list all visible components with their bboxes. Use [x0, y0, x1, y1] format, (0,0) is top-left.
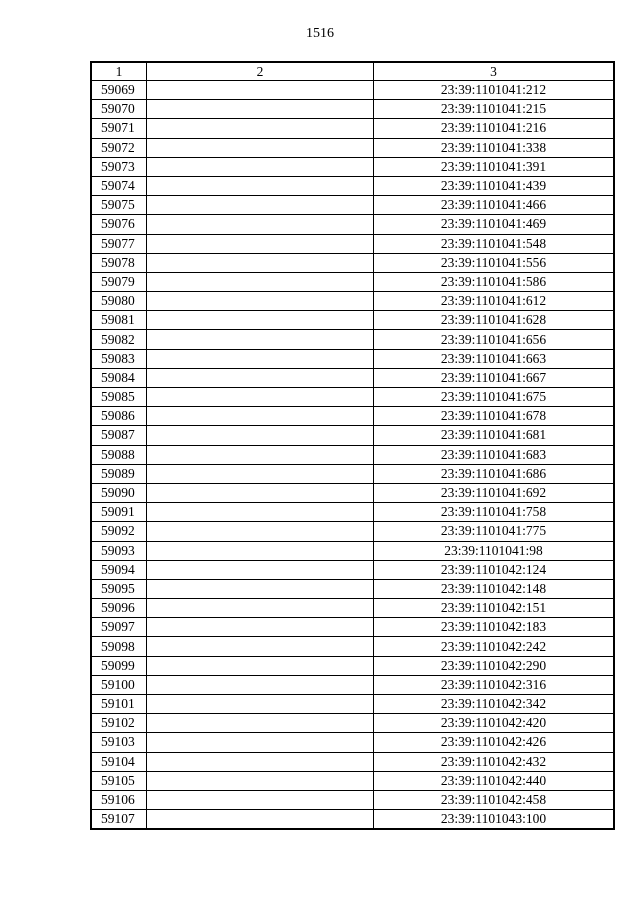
- row-number-cell: 59081: [92, 311, 147, 330]
- empty-cell: [147, 234, 374, 253]
- row-number-cell: 59075: [92, 196, 147, 215]
- cadastral-number-cell: 23:39:1101042:440: [374, 771, 614, 790]
- cadastral-number-cell: 23:39:1101042:342: [374, 695, 614, 714]
- row-number-cell: 59085: [92, 388, 147, 407]
- cadastral-number-cell: 23:39:1101041:683: [374, 445, 614, 464]
- cadastral-number-cell: 23:39:1101042:290: [374, 656, 614, 675]
- table-row: [92, 464, 614, 483]
- empty-cell: [147, 272, 374, 291]
- row-number-cell: 59086: [92, 407, 147, 426]
- table-row: [92, 656, 614, 675]
- cadastral-number-cell: 23:39:1101041:678: [374, 407, 614, 426]
- table-row: [92, 618, 614, 637]
- cadastral-number-cell: 23:39:1101041:439: [374, 176, 614, 195]
- cadastral-number-cell: 23:39:1101042:316: [374, 675, 614, 694]
- row-number-cell: 59087: [92, 426, 147, 445]
- cadastral-number-cell: 23:39:1101041:212: [374, 81, 614, 100]
- row-number-cell: 59095: [92, 579, 147, 598]
- row-number-cell: 59098: [92, 637, 147, 656]
- cadastral-number-cell: 23:39:1101041:663: [374, 349, 614, 368]
- column-header-2: 2: [147, 63, 374, 81]
- table-row: [92, 560, 614, 579]
- empty-cell: [147, 752, 374, 771]
- row-number-cell: 59074: [92, 176, 147, 195]
- cadastral-number-cell: 23:39:1101042:426: [374, 733, 614, 752]
- row-number-cell: 59099: [92, 656, 147, 675]
- row-number-cell: 59077: [92, 234, 147, 253]
- table-row: [92, 503, 614, 522]
- table-row: [92, 637, 614, 656]
- table-header-row: [92, 63, 614, 81]
- table-row: [92, 599, 614, 618]
- table-row: [92, 330, 614, 349]
- table-row: [92, 349, 614, 368]
- empty-cell: [147, 215, 374, 234]
- cadastral-number-cell: 23:39:1101042:124: [374, 560, 614, 579]
- cadastral-number-cell: 23:39:1101041:667: [374, 368, 614, 387]
- empty-cell: [147, 656, 374, 675]
- cadastral-number-cell: 23:39:1101041:338: [374, 138, 614, 157]
- table-header: [92, 63, 614, 81]
- row-number-cell: 59092: [92, 522, 147, 541]
- empty-cell: [147, 733, 374, 752]
- cadastral-number-cell: 23:39:1101041:612: [374, 292, 614, 311]
- cadastral-number-cell: 23:39:1101042:458: [374, 790, 614, 809]
- cadastral-number-cell: 23:39:1101041:675: [374, 388, 614, 407]
- row-number-cell: 59107: [92, 810, 147, 829]
- table-row: [92, 407, 614, 426]
- row-number-cell: 59070: [92, 100, 147, 119]
- row-number-cell: 59100: [92, 675, 147, 694]
- table-row: [92, 368, 614, 387]
- table-row: [92, 119, 614, 138]
- row-number-cell: 59103: [92, 733, 147, 752]
- page-number: 1516: [306, 26, 334, 41]
- row-number-cell: 59105: [92, 771, 147, 790]
- cadastral-number-cell: 23:39:1101041:681: [374, 426, 614, 445]
- table-row: [92, 292, 614, 311]
- empty-cell: [147, 311, 374, 330]
- row-number-cell: 59079: [92, 272, 147, 291]
- table-row: [92, 714, 614, 733]
- cadastral-number-cell: 23:39:1101041:586: [374, 272, 614, 291]
- table-row: [92, 253, 614, 272]
- cadastral-number-cell: 23:39:1101041:548: [374, 234, 614, 253]
- empty-cell: [147, 675, 374, 694]
- cadastral-number-cell: 23:39:1101042:151: [374, 599, 614, 618]
- row-number-cell: 59091: [92, 503, 147, 522]
- row-number-cell: 59076: [92, 215, 147, 234]
- cadastral-number-cell: 23:39:1101041:469: [374, 215, 614, 234]
- cadastral-number-cell: 23:39:1101041:466: [374, 196, 614, 215]
- row-number-cell: 59082: [92, 330, 147, 349]
- empty-cell: [147, 292, 374, 311]
- cadastral-number-cell: 23:39:1101041:215: [374, 100, 614, 119]
- row-number-cell: 59088: [92, 445, 147, 464]
- empty-cell: [147, 81, 374, 100]
- cadastral-number-cell: 23:39:1101041:98: [374, 541, 614, 560]
- empty-cell: [147, 541, 374, 560]
- cadastral-number-cell: 23:39:1101041:686: [374, 464, 614, 483]
- empty-cell: [147, 368, 374, 387]
- table-row: [92, 388, 614, 407]
- empty-cell: [147, 771, 374, 790]
- table-row: [92, 215, 614, 234]
- empty-cell: [147, 138, 374, 157]
- table-row: [92, 311, 614, 330]
- row-number-cell: 59072: [92, 138, 147, 157]
- empty-cell: [147, 196, 374, 215]
- column-header-3: 3: [374, 63, 614, 81]
- cadastral-number-cell: 23:39:1101041:391: [374, 157, 614, 176]
- row-number-cell: 59080: [92, 292, 147, 311]
- empty-cell: [147, 560, 374, 579]
- table-row: [92, 100, 614, 119]
- row-number-cell: 59069: [92, 81, 147, 100]
- table-row: [92, 176, 614, 195]
- empty-cell: [147, 790, 374, 809]
- cadastral-number-cell: 23:39:1101042:420: [374, 714, 614, 733]
- row-number-cell: 59083: [92, 349, 147, 368]
- empty-cell: [147, 637, 374, 656]
- row-number-cell: 59102: [92, 714, 147, 733]
- empty-cell: [147, 349, 374, 368]
- row-number-cell: 59089: [92, 464, 147, 483]
- table-row: [92, 733, 614, 752]
- empty-cell: [147, 810, 374, 829]
- row-number-cell: 59106: [92, 790, 147, 809]
- empty-cell: [147, 464, 374, 483]
- cadastral-number-cell: 23:39:1101041:656: [374, 330, 614, 349]
- table-row: [92, 426, 614, 445]
- empty-cell: [147, 483, 374, 502]
- row-number-cell: 59096: [92, 599, 147, 618]
- cadastral-number-cell: 23:39:1101042:183: [374, 618, 614, 637]
- row-number-cell: 59093: [92, 541, 147, 560]
- column-header-1: 1: [92, 63, 147, 81]
- row-number-cell: 59078: [92, 253, 147, 272]
- cadastral-number-cell: 23:39:1101041:216: [374, 119, 614, 138]
- cadastral-number-cell: 23:39:1101042:432: [374, 752, 614, 771]
- table-row: [92, 196, 614, 215]
- table-row: [92, 541, 614, 560]
- empty-cell: [147, 388, 374, 407]
- empty-cell: [147, 579, 374, 598]
- empty-cell: [147, 176, 374, 195]
- table-row: [92, 695, 614, 714]
- table-body: [92, 81, 614, 829]
- row-number-cell: 59090: [92, 483, 147, 502]
- empty-cell: [147, 599, 374, 618]
- table-row: [92, 790, 614, 809]
- table-row: [92, 810, 614, 829]
- empty-cell: [147, 445, 374, 464]
- table-row: [92, 81, 614, 100]
- row-number-cell: 59101: [92, 695, 147, 714]
- table-row: [92, 522, 614, 541]
- empty-cell: [147, 426, 374, 445]
- empty-cell: [147, 119, 374, 138]
- empty-cell: [147, 695, 374, 714]
- table-row: [92, 234, 614, 253]
- registry-table: [91, 62, 614, 829]
- cadastral-number-cell: 23:39:1101041:556: [374, 253, 614, 272]
- empty-cell: [147, 407, 374, 426]
- row-number-cell: 59097: [92, 618, 147, 637]
- empty-cell: [147, 100, 374, 119]
- cadastral-number-cell: 23:39:1101042:148: [374, 579, 614, 598]
- cadastral-number-cell: 23:39:1101041:775: [374, 522, 614, 541]
- row-number-cell: 59104: [92, 752, 147, 771]
- empty-cell: [147, 157, 374, 176]
- row-number-cell: 59094: [92, 560, 147, 579]
- table-row: [92, 445, 614, 464]
- cadastral-number-cell: 23:39:1101041:758: [374, 503, 614, 522]
- row-number-cell: 59073: [92, 157, 147, 176]
- empty-cell: [147, 522, 374, 541]
- cadastral-number-cell: 23:39:1101043:100: [374, 810, 614, 829]
- table-row: [92, 157, 614, 176]
- empty-cell: [147, 330, 374, 349]
- cadastral-number-cell: 23:39:1101041:692: [374, 483, 614, 502]
- table-row: [92, 483, 614, 502]
- empty-cell: [147, 618, 374, 637]
- cadastral-number-cell: 23:39:1101041:628: [374, 311, 614, 330]
- table-row: [92, 272, 614, 291]
- table-row: [92, 138, 614, 157]
- table-row: [92, 771, 614, 790]
- empty-cell: [147, 503, 374, 522]
- table-row: [92, 675, 614, 694]
- table-row: [92, 579, 614, 598]
- row-number-cell: 59084: [92, 368, 147, 387]
- empty-cell: [147, 714, 374, 733]
- row-number-cell: 59071: [92, 119, 147, 138]
- cadastral-number-cell: 23:39:1101042:242: [374, 637, 614, 656]
- table-row: [92, 752, 614, 771]
- empty-cell: [147, 253, 374, 272]
